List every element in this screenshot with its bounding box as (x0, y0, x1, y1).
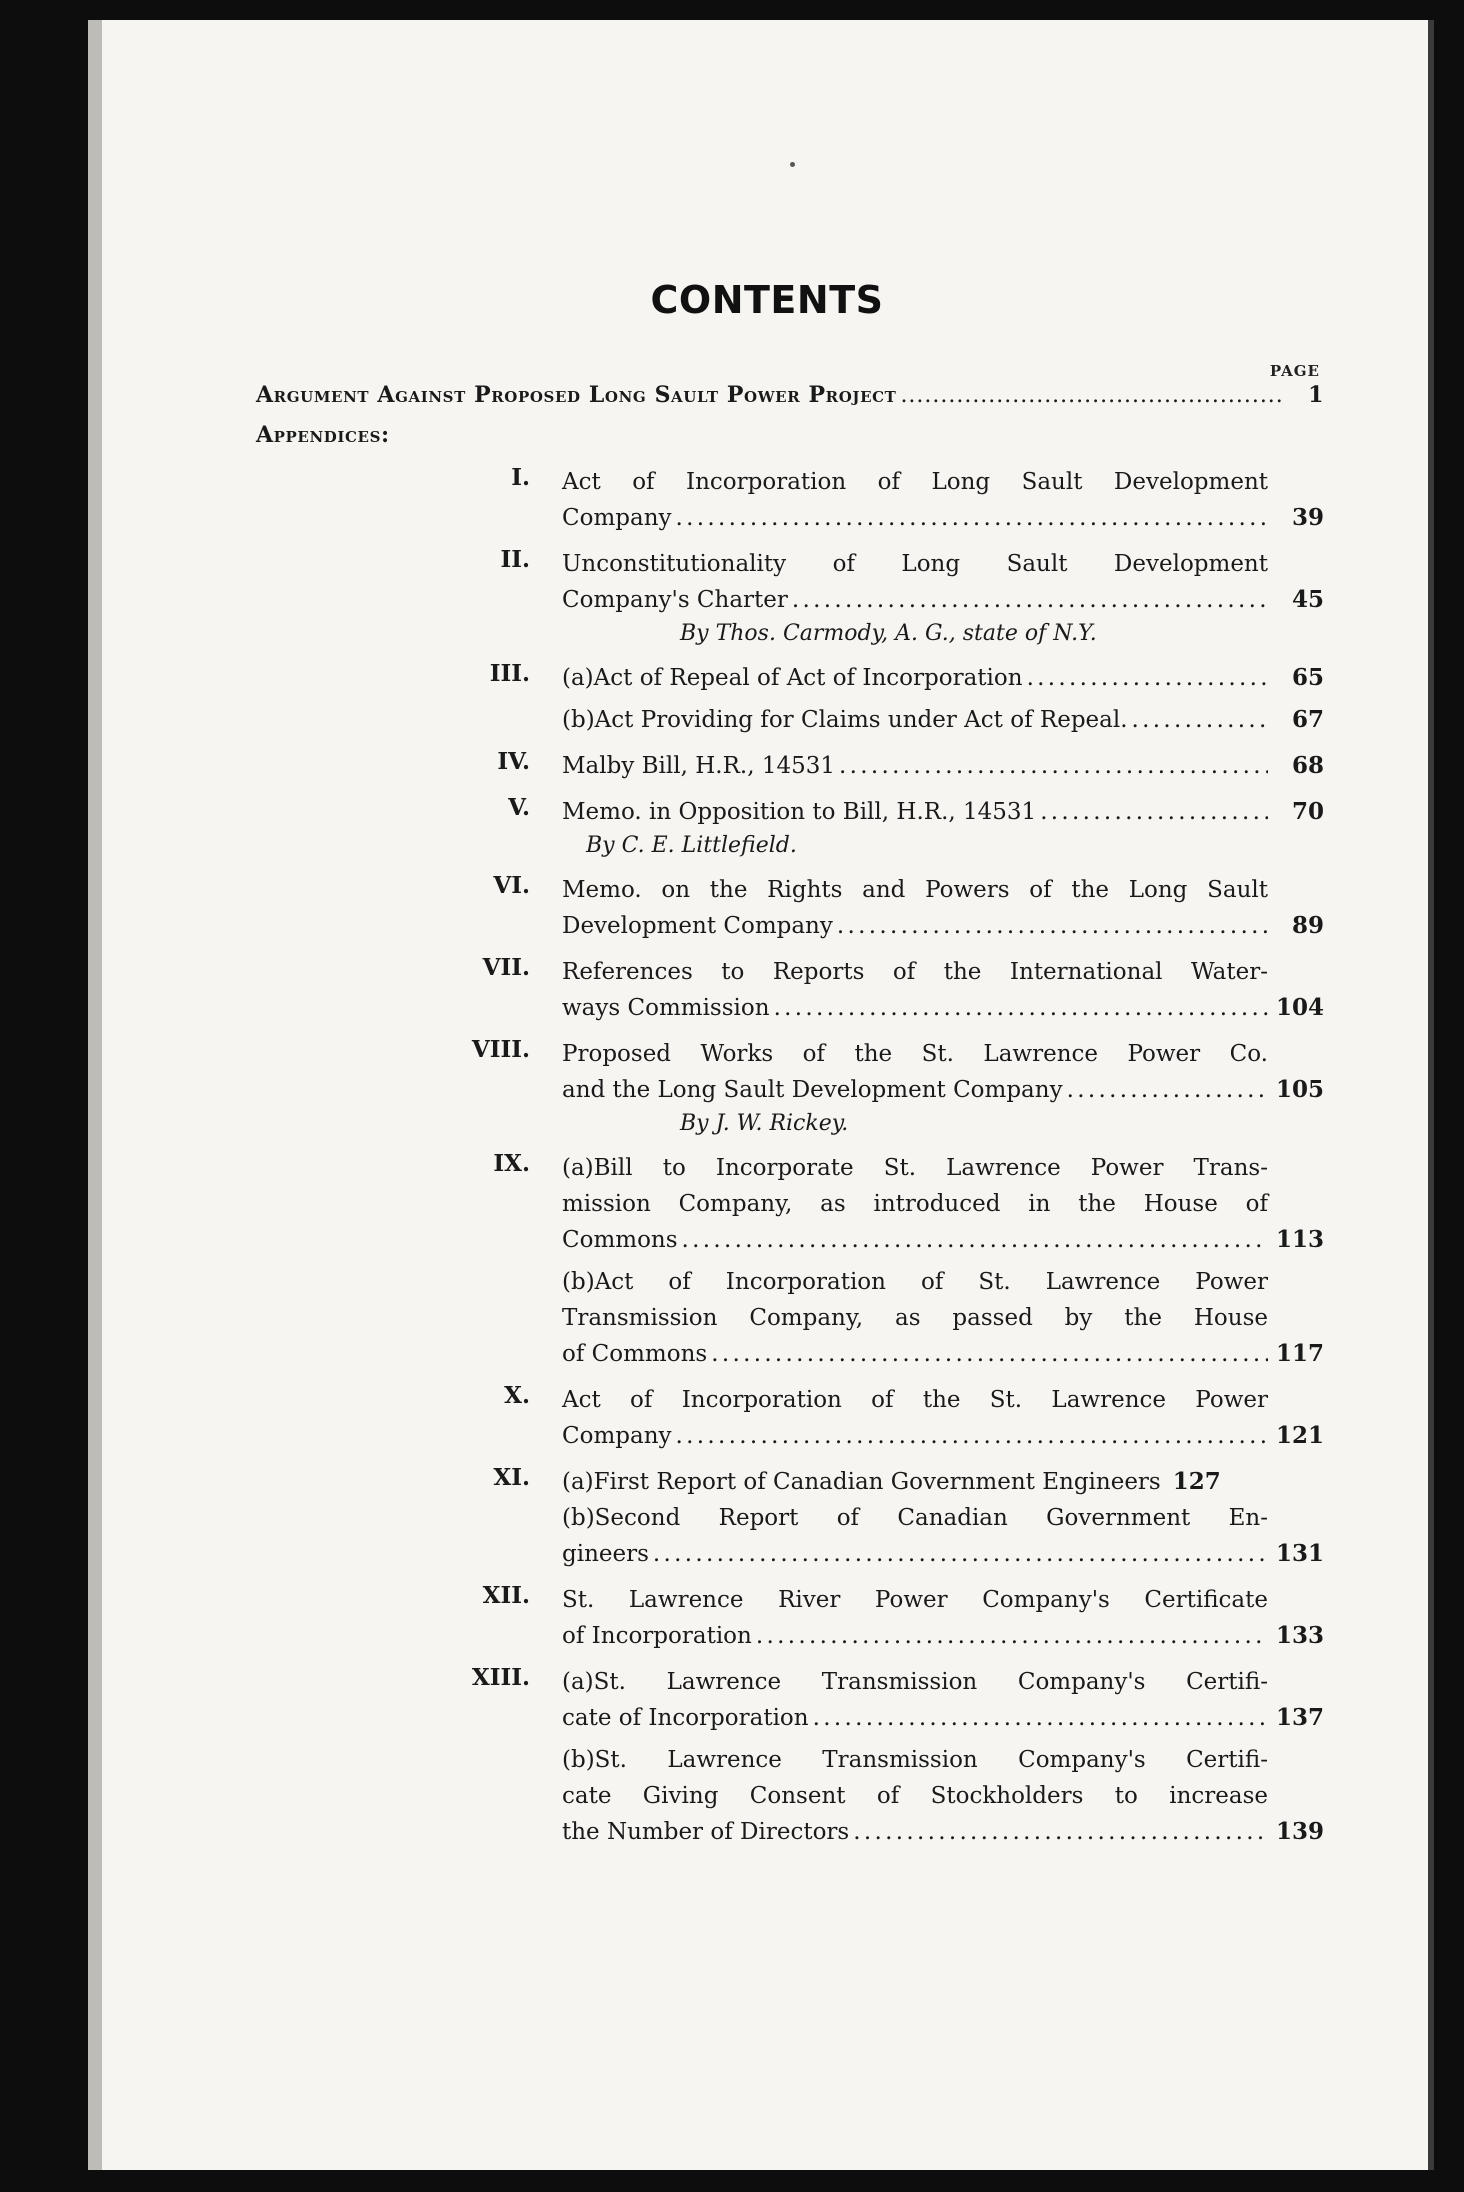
dot-leader (792, 582, 1268, 618)
entry-author: By C. E. Littlefield. (586, 833, 797, 858)
dot-leader (676, 1418, 1269, 1454)
entry-line: the Number of Directors (562, 1819, 850, 1845)
appendices-label: Appendices: (256, 422, 390, 448)
entry-page: 127 (1172, 1468, 1221, 1495)
appendix-numeral: III. (489, 660, 530, 687)
entry-page: 137 (1275, 1704, 1324, 1731)
entry-line: (a)Act of Repeal of Act of Incorporation (562, 665, 1023, 691)
appendix-numeral: I. (511, 464, 530, 491)
appendix-numeral: IV. (497, 748, 530, 775)
entry-line: gineers (562, 1541, 649, 1567)
page-title: CONTENTS (650, 278, 884, 322)
dot-leader (1027, 660, 1268, 696)
dot-leader (653, 1536, 1268, 1572)
entry-line: cate of Incorporation (562, 1705, 809, 1731)
appendix-numeral: X. (504, 1382, 530, 1409)
appendix-numeral: V. (508, 794, 530, 821)
entry-line: (a)First Report of Canadian Government Engineers (562, 1469, 1161, 1495)
entry-page: 67 (1291, 706, 1324, 733)
dot-leader (1040, 794, 1268, 830)
dot-leader (711, 1336, 1268, 1372)
entry-page: 139 (1275, 1818, 1324, 1845)
entry-page: 121 (1275, 1422, 1324, 1449)
appendix-entry-ix[interactable] (352, 1150, 1324, 1372)
entry-line: of Commons (562, 1341, 708, 1367)
entry-line: Act of Incorporation of the St. Lawrence Power (562, 1387, 1268, 1413)
entry-line: Commons (562, 1227, 678, 1253)
entry-page: 65 (1291, 664, 1324, 691)
entry-page: 117 (1275, 1340, 1324, 1367)
appendix-numeral: VIII. (471, 1036, 530, 1063)
entry-line: Company (562, 1423, 672, 1449)
appendix-numeral: IX. (493, 1150, 530, 1177)
entry-page: 45 (1291, 586, 1324, 613)
entry-line: mission Company, as introduced in the House of (562, 1191, 1268, 1217)
entry-line: Company's Charter (562, 587, 788, 613)
entry-line: Proposed Works of the St. Lawrence Power Co. (562, 1041, 1268, 1067)
dot-leader (676, 500, 1269, 536)
entry-line: (b)Second Report of Canadian Government En- (562, 1505, 1268, 1531)
entry-page: 68 (1291, 752, 1324, 779)
entry-line: St. Lawrence River Power Company's Certificate (562, 1587, 1268, 1613)
dot-leader (1067, 1072, 1268, 1108)
dot-leader (837, 908, 1268, 944)
entry-line: and the Long Sault Development Company (562, 1077, 1063, 1103)
appendix-entry-xii[interactable] (352, 1582, 1324, 1654)
appendix-numeral: XII. (482, 1582, 530, 1609)
main-entry-label: Argument Against Proposed Long Sault Power Project (256, 382, 897, 408)
appendix-entry-iv[interactable] (352, 748, 1324, 784)
dot-leader (756, 1618, 1268, 1654)
dot-leader (1132, 702, 1268, 738)
entry-line: (b)Act of Incorporation of St. Lawrence Power (562, 1269, 1268, 1295)
entry-line: Transmission Company, as passed by the House (562, 1305, 1268, 1331)
appendix-entry-viii[interactable] (352, 1036, 1324, 1140)
entry-line: of Incorporation (562, 1623, 752, 1649)
appendix-numeral: XIII. (471, 1664, 530, 1691)
entry-line: References to Reports of the International Water- (562, 959, 1268, 985)
main-entry[interactable] (256, 382, 1324, 416)
entry-author: By Thos. Carmody, A. G., state of N.Y. (680, 621, 1097, 646)
appendix-entry-vii[interactable] (352, 954, 1324, 1026)
entry-line: (b)Act Providing for Claims under Act of Repeal. (562, 707, 1128, 733)
entry-line: ways Commission (562, 995, 770, 1021)
entry-author: By J. W. Rickey. (680, 1111, 849, 1136)
entry-line: (a)Bill to Incorporate St. Lawrence Power Trans- (562, 1155, 1268, 1181)
entry-line: (b)St. Lawrence Transmission Company's Certifi- (562, 1747, 1268, 1773)
entry-page: 105 (1275, 1076, 1324, 1103)
entry-line: Memo. on the Rights and Powers of the Long Sault (562, 877, 1268, 903)
entry-page: 89 (1291, 912, 1324, 939)
dot-leader (813, 1700, 1268, 1736)
entry-line: Unconstitutionality of Long Sault Development (562, 551, 1268, 577)
main-entry-page: 1 (1308, 382, 1324, 408)
page-column-header: PAGE (1269, 362, 1320, 380)
dot-leader (682, 1222, 1268, 1258)
entry-line: Malby Bill, H.R., 14531 (562, 753, 836, 779)
appendix-entry-i[interactable] (352, 464, 1324, 536)
entry-line: Company (562, 505, 672, 531)
entry-line: Act of Incorporation of Long Sault Development (562, 469, 1268, 495)
entry-page: 133 (1275, 1622, 1324, 1649)
dot-leader (900, 382, 1282, 408)
dot-leader (839, 748, 1268, 784)
entry-page: 104 (1275, 994, 1324, 1021)
entry-page: 39 (1291, 504, 1324, 531)
appendix-numeral: XI. (493, 1464, 530, 1491)
entry-line: (a)St. Lawrence Transmission Company's Certifi- (562, 1669, 1268, 1695)
appendix-numeral: II. (500, 546, 530, 573)
document-page (88, 20, 1428, 2170)
entry-page: 131 (1275, 1540, 1324, 1567)
dot-leader (774, 990, 1268, 1026)
printer-dot (790, 162, 795, 167)
appendix-entry-vi[interactable] (352, 872, 1324, 944)
appendix-numeral: VII. (482, 954, 530, 981)
appendix-entry-v[interactable] (352, 794, 1324, 862)
appendix-numeral: VI. (493, 872, 530, 899)
appendix-entry-ii[interactable] (352, 546, 1324, 650)
appendix-list (352, 464, 1324, 1860)
appendix-entry-iii[interactable] (352, 660, 1324, 738)
entry-line: cate Giving Consent of Stockholders to increase (562, 1783, 1268, 1809)
dot-leader (853, 1814, 1268, 1850)
entry-line: Memo. in Opposition to Bill, H.R., 14531 (562, 799, 1037, 825)
appendix-entry-xiii[interactable] (352, 1664, 1324, 1850)
entry-page: 70 (1291, 798, 1324, 825)
entry-page: 113 (1275, 1226, 1324, 1253)
appendix-entry-xi[interactable] (352, 1464, 1324, 1572)
entry-line: Development Company (562, 913, 833, 939)
appendix-entry-x[interactable] (352, 1382, 1324, 1454)
